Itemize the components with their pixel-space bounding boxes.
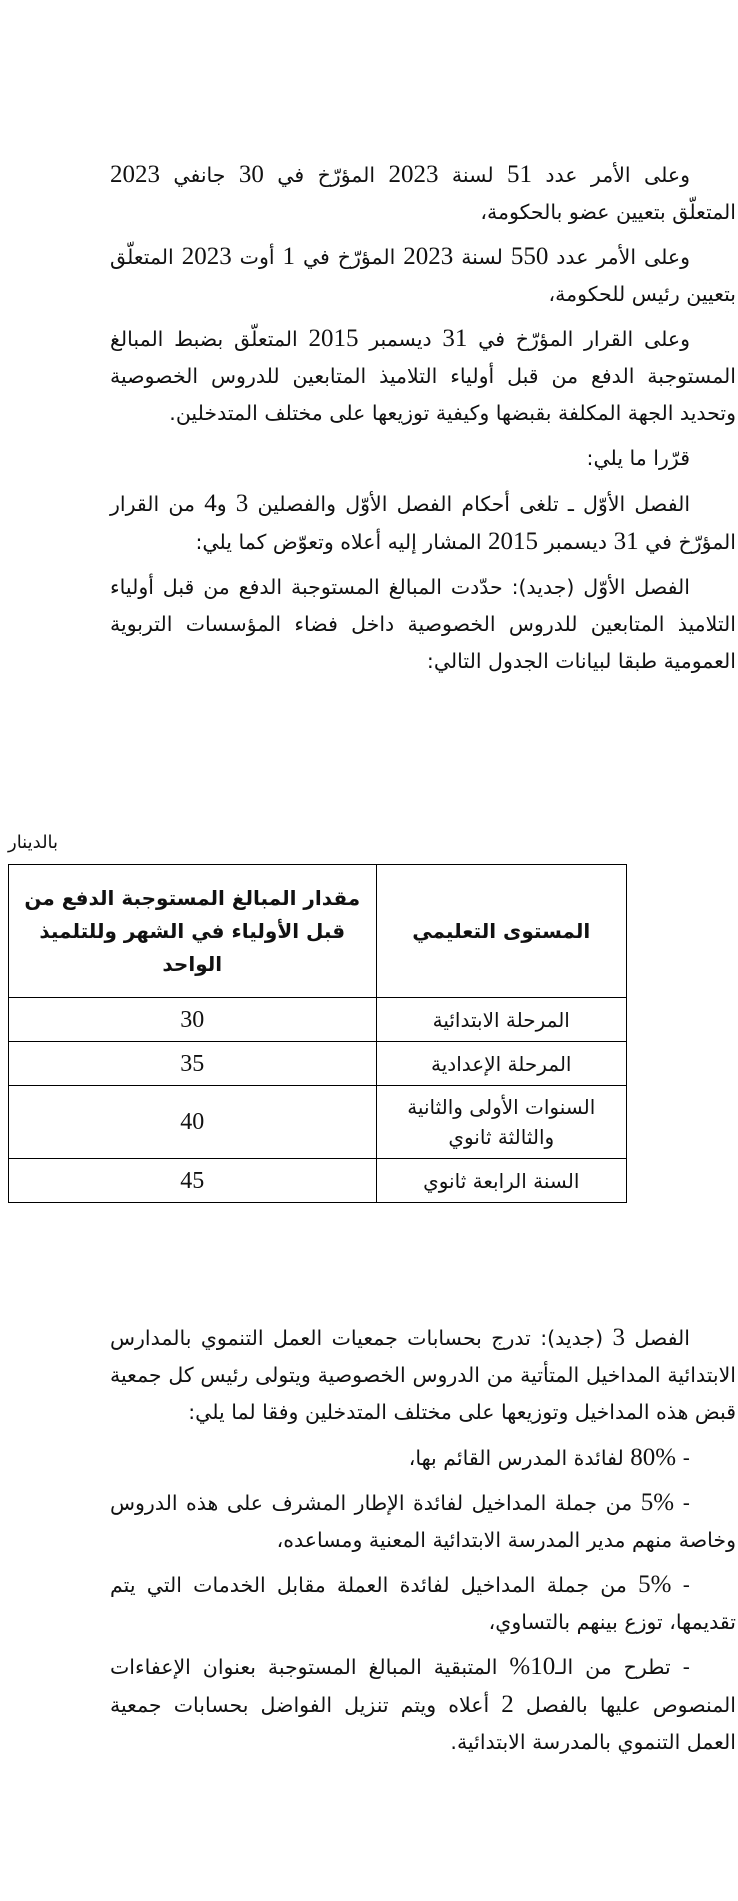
percentage: 10% [509,1653,556,1680]
header-amount: مقدار المبالغ المستوجبة الدفع من قبل الأولياء في الشهر وللتلميذ الواحد [9,865,377,998]
text-span: المتبقية المبالغ المستوجبة بعنوان الإعفاءات المنصوص عليها بالفصل [110,1655,736,1717]
day: 30 [238,161,264,188]
text-span: وعلى القرار المؤرّخ في [467,327,690,351]
text-span: - تطرح من الـ [555,1655,690,1679]
level-cell: المرحلة الإعدادية [376,1042,627,1086]
text-span: المشار إليه أعلاه وتعوّض كما يلي: [195,530,489,554]
text-span: الفصل الأوّل ـ تلغى أحكام الفصل الأوّل والفصلين [248,492,691,516]
preamble-section [110,156,736,680]
table-row [9,1159,627,1203]
text-span: جانفي [160,163,239,187]
article-number: 3 [612,1324,625,1351]
text-span: أوت [231,245,283,269]
table-row [9,1086,627,1159]
percentage: 5% [640,1489,675,1516]
article-number: 3 [235,490,249,517]
article-number: 2 [501,1691,514,1718]
text-span: أعلاه ويتم تنزيل الفواضل بحسابات جمعية العمل التنموي بالمدرسة الابتدائية. [110,1693,736,1754]
level-cell: السنوات الأولى والثانية والثالثة ثانوي [376,1086,627,1159]
text-span: من جملة المداخيل لفائدة العملة مقابل الخدمات التي يتم تقديمها، توزع بينهم بالتساوي، [110,1573,736,1634]
day: 31 [442,325,468,352]
text-span: لفائدة المدرس القائم بها، [408,1446,631,1470]
level-cell: المرحلة الابتدائية [376,998,627,1042]
article-1-new-paragraph: الفصل الأوّل (جديد): حدّدت المبالغ المستوجبة الدفع من قبل أولياء التلاميذ المتابعين للدروس الخصوصية داخل فضاء المؤسسات التربوية العمومية طبقا لبيانات الجدول التالي: [110,575,736,673]
text-span: لسنة [453,245,511,269]
amount-cell: 30 [9,998,377,1042]
currency-unit-label: بالدينار [8,832,59,853]
text-span: ديسمبر [358,327,443,351]
table-row [9,998,627,1042]
amount-cell: 45 [9,1159,377,1203]
text-span: (جديد): تدرج بحسابات جمعيات العمل التنموي بالمدارس الابتدائية المداخيل المتأتية من الدروس الخصوصية ويتولى رئيس كل جمعية قبض هذه المداخيل وتوزيعها على مختلف المتدخلين وفقا لما يلي: [110,1326,736,1424]
article-3-section [110,1319,736,1761]
day: 1 [282,243,295,270]
article-1-paragraph [110,485,736,561]
order-number: 51 [507,161,533,188]
level-cell: السنة الرابعة ثانوي [376,1159,627,1203]
header-level: المستوى التعليمي [376,865,627,998]
text-span: - [674,1491,690,1515]
preamble-paragraph-1 [110,156,736,231]
text-span: وعلى الأمر عدد [548,245,691,269]
text-span: - [671,1573,691,1597]
article-3-paragraph [110,1319,736,1431]
preamble-paragraph-3 [110,320,736,432]
article-number: 4 [204,490,217,517]
order-number: 550 [510,243,549,270]
year: 2023 [110,161,160,188]
year: 2023 [181,243,232,270]
text-span: المتعلّق بضبط المبالغ المستوجبة الدفع من قبل أولياء التلاميذ المتابعين للدروس الخصوصية وتحديد الجهة المكلفة بقبضها وكيفية توزيعها على مختلف المتدخلين. [110,327,736,425]
decision-line: قرّرا ما يلي: [586,446,690,470]
text-span: لسنة [438,163,508,187]
text-span: المؤرّخ في [295,245,404,269]
text-span: - [676,1446,690,1470]
day: 31 [613,528,639,555]
amount-cell: 40 [9,1086,377,1159]
fees-table [8,864,627,1203]
year: 2023 [403,243,454,270]
year: 2015 [488,528,539,555]
preamble-paragraph-2 [110,238,736,313]
distribution-item-1 [110,1439,736,1477]
text-span: من جملة المداخيل لفائدة الإطار المشرف على هذه الدروس وخاصة منهم مدير المدرسة الابتدائية المعنية ومساعده، [110,1491,736,1552]
text-span: و [216,492,236,516]
distribution-item-4 [110,1648,736,1761]
text-span: المتعلّق بتعيين عضو بالحكومة، [480,200,736,224]
table-row [9,1042,627,1086]
text-span: المؤرّخ في [263,163,389,187]
distribution-item-2 [110,1484,736,1559]
text-span: الفصل [624,1326,690,1350]
text-span: ديسمبر [538,530,614,554]
distribution-item-3 [110,1566,736,1641]
percentage: 80% [630,1444,677,1471]
text-span: من القرار المؤرّخ في [110,492,736,554]
percentage: 5% [638,1571,672,1598]
year: 2015 [308,325,359,352]
table-header-row [9,865,627,998]
text-span: المتعلّق بتعيين رئيس للحكومة، [110,245,736,306]
text-span: وعلى الأمر عدد [532,163,691,187]
amount-cell: 35 [9,1042,377,1086]
year: 2023 [388,161,439,188]
